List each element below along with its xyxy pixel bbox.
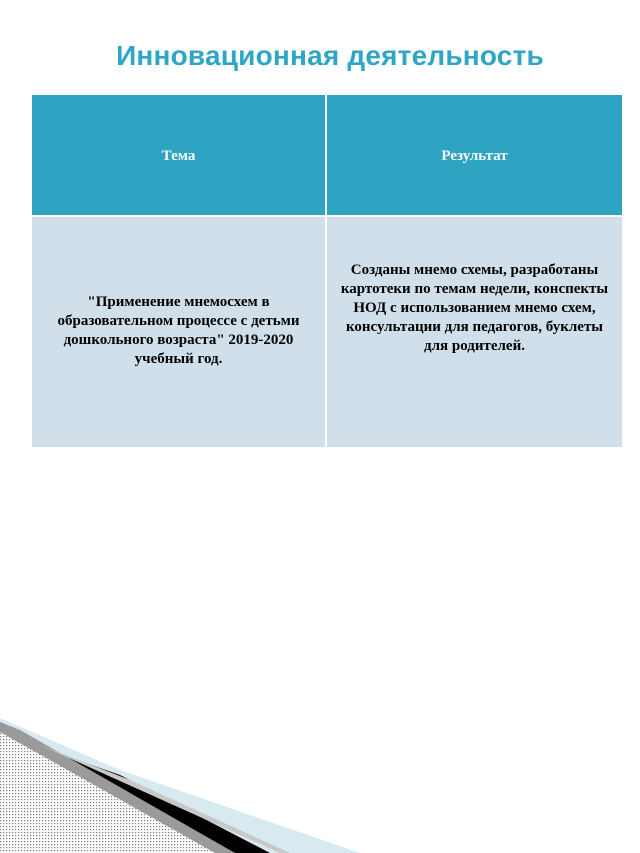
header-result: Результат — [327, 95, 622, 215]
header-topic: Тема — [32, 95, 327, 215]
innovation-table — [32, 95, 622, 447]
cell-topic: "Применение мнемосхем в образовательном процессе с детьми дошкольного возраста" 2019-2020 учебный год. — [32, 217, 327, 447]
cell-result: Созданы мнемо схемы, разработаны картотеки по темам недели, конспекты НОД с использованием мнемо схем, консультации для педагогов, буклеты для родителей. — [327, 217, 622, 447]
table-header-row — [32, 95, 622, 215]
decorative-stripes — [0, 700, 640, 853]
table-row — [32, 215, 622, 447]
page-title: Инновационная деятельность — [116, 40, 544, 71]
